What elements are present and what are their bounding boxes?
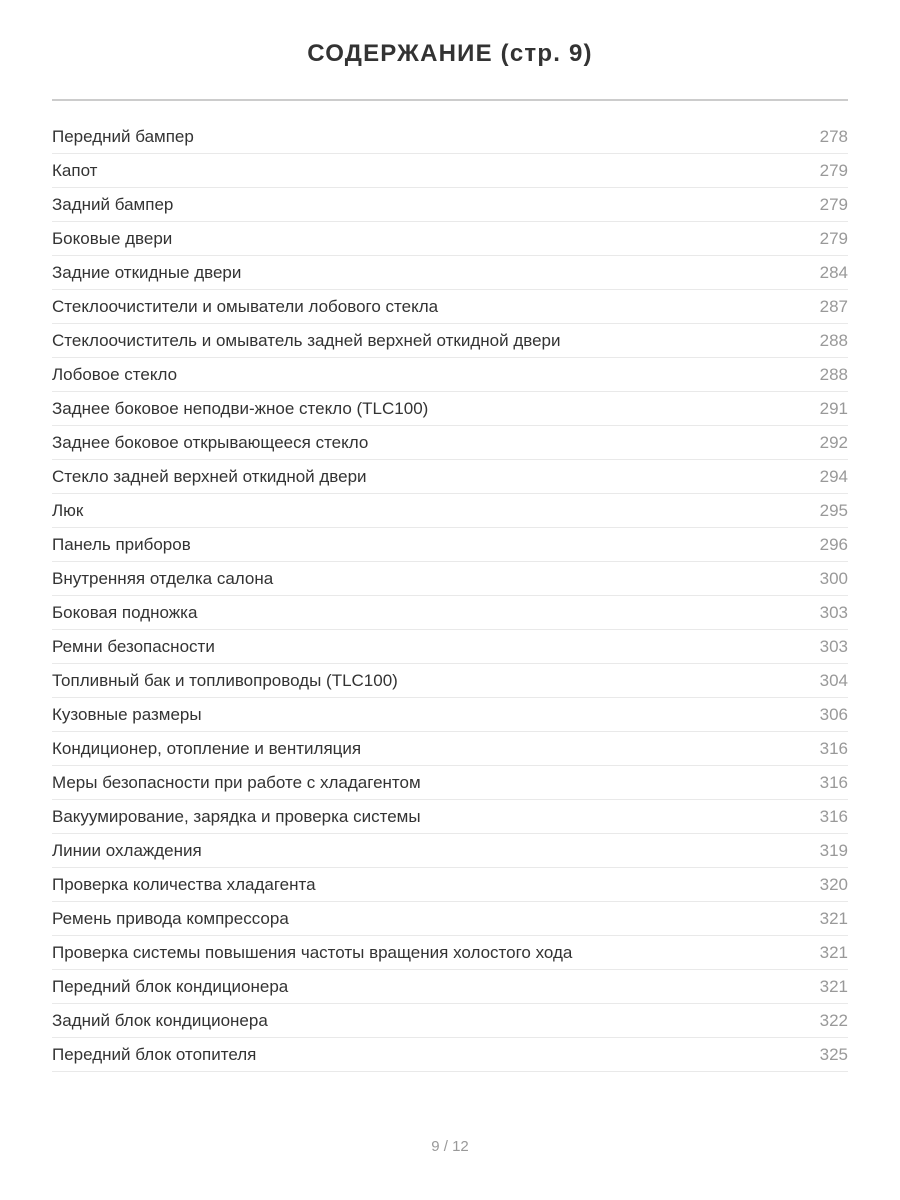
toc-entry[interactable] (52, 766, 848, 800)
page-indicator: 9 / 12 (431, 1138, 469, 1155)
toc-entry-label: Вакуумирование, зарядка и проверка системы (52, 806, 421, 826)
toc-entry[interactable] (52, 596, 848, 630)
toc-entry-label: Передний бампер (52, 126, 194, 146)
toc-entry-label: Боковые двери (52, 228, 173, 248)
toc-entry[interactable] (52, 426, 848, 460)
toc-entry[interactable] (52, 562, 848, 596)
toc-entry-label: Линии охлаждения (52, 840, 202, 860)
toc-entry-page: 321 (819, 942, 848, 962)
toc-entry-label: Лобовое стекло (52, 364, 178, 384)
toc-entry[interactable] (52, 970, 848, 1004)
toc-entry-page: 320 (819, 874, 848, 894)
toc-entry[interactable] (52, 732, 848, 766)
toc-entry[interactable] (52, 358, 848, 392)
toc-entry[interactable] (52, 290, 848, 324)
toc-entry[interactable] (52, 154, 848, 188)
header-divider (52, 99, 848, 101)
toc-entry-page: 296 (819, 534, 848, 554)
toc-entry[interactable] (52, 494, 848, 528)
toc-entry-label: Боковая подножка (52, 602, 198, 622)
toc-entry[interactable] (52, 1038, 848, 1072)
toc-entry-label: Кондиционер, отопление и вентиляция (52, 738, 362, 758)
toc-entry-label: Задние откидные двери (52, 262, 242, 282)
toc-entry[interactable] (52, 868, 848, 902)
toc-entry-page: 316 (819, 738, 848, 758)
toc-entry-page: 303 (819, 636, 848, 656)
toc-entry-label: Проверка системы повышения частоты вращения холостого хода (52, 942, 573, 962)
toc-entry-page: 279 (819, 228, 848, 248)
toc-entry-label: Заднее боковое неподви-жное стекло (TLC100) (52, 398, 429, 418)
toc-entry-label: Стеклоочиститель и омыватель задней верхней откидной двери (52, 330, 561, 350)
toc-entry[interactable] (52, 1004, 848, 1038)
toc-entry-label: Топливный бак и топливопроводы (TLC100) (52, 670, 398, 690)
toc-entry-page: 288 (819, 364, 848, 384)
toc-entry[interactable] (52, 664, 848, 698)
toc-entry-page: 304 (819, 670, 848, 690)
toc-entry-page: 278 (819, 126, 848, 146)
toc-entry-label: Задний блок кондиционера (52, 1010, 268, 1030)
toc-entry[interactable] (52, 902, 848, 936)
toc-entry-page: 288 (819, 330, 848, 350)
toc-entry[interactable] (52, 256, 848, 290)
toc-entry-label: Меры безопасности при работе с хладагентом (52, 772, 421, 792)
toc-entry-page: 321 (819, 908, 848, 928)
toc-entry-label: Внутренняя отделка салона (52, 568, 274, 588)
toc-entry-page: 292 (819, 432, 848, 452)
toc-entry[interactable] (52, 392, 848, 426)
toc-entry[interactable] (52, 222, 848, 256)
page-title: СОДЕРЖАНИЕ (стр. 9) (307, 40, 593, 67)
toc-entry-page: 291 (819, 398, 848, 418)
toc-entry-page: 319 (819, 840, 848, 860)
toc-entry[interactable] (52, 528, 848, 562)
toc-entry-label: Ремни безопасности (52, 636, 215, 656)
toc-entry[interactable] (52, 324, 848, 358)
toc-entry-page: 303 (819, 602, 848, 622)
toc-entry-label: Капот (52, 160, 98, 180)
toc-entry-label: Ремень привода компрессора (52, 908, 289, 928)
toc-entry-label: Задний бампер (52, 194, 174, 214)
toc-entry[interactable] (52, 630, 848, 664)
toc-entry-label: Проверка количества хладагента (52, 874, 316, 894)
toc-entry[interactable] (52, 460, 848, 494)
toc-entry-label: Передний блок отопителя (52, 1044, 257, 1064)
toc-entry-label: Люк (52, 500, 84, 520)
toc-entry-page: 321 (819, 976, 848, 996)
toc-entry-page: 322 (819, 1010, 848, 1030)
toc-entry[interactable] (52, 120, 848, 154)
toc-entry-page: 279 (819, 194, 848, 214)
toc-entry-label: Передний блок кондиционера (52, 976, 289, 996)
toc-entry[interactable] (52, 698, 848, 732)
toc-entry-label: Стекло задней верхней откидной двери (52, 466, 367, 486)
toc-entry[interactable] (52, 188, 848, 222)
toc-entry-page: 306 (819, 704, 848, 724)
toc-entry-page: 300 (819, 568, 848, 588)
toc-entry-label: Заднее боковое открывающееся стекло (52, 432, 369, 452)
toc-entry-page: 287 (819, 296, 848, 316)
toc-entry-page: 284 (819, 262, 848, 282)
toc-entry-page: 316 (819, 772, 848, 792)
toc-entry-page: 279 (819, 160, 848, 180)
toc-entry-page: 325 (819, 1044, 848, 1064)
toc-entry-page: 294 (819, 466, 848, 486)
toc-entry-label: Стеклоочистители и омыватели лобового стекла (52, 296, 439, 316)
toc-list (52, 120, 848, 1072)
toc-entry-page: 295 (819, 500, 848, 520)
toc-entry-label: Кузовные размеры (52, 704, 202, 724)
toc-entry[interactable] (52, 936, 848, 970)
toc-entry-label: Панель приборов (52, 534, 191, 554)
toc-entry[interactable] (52, 834, 848, 868)
toc-entry-page: 316 (819, 806, 848, 826)
toc-entry[interactable] (52, 800, 848, 834)
